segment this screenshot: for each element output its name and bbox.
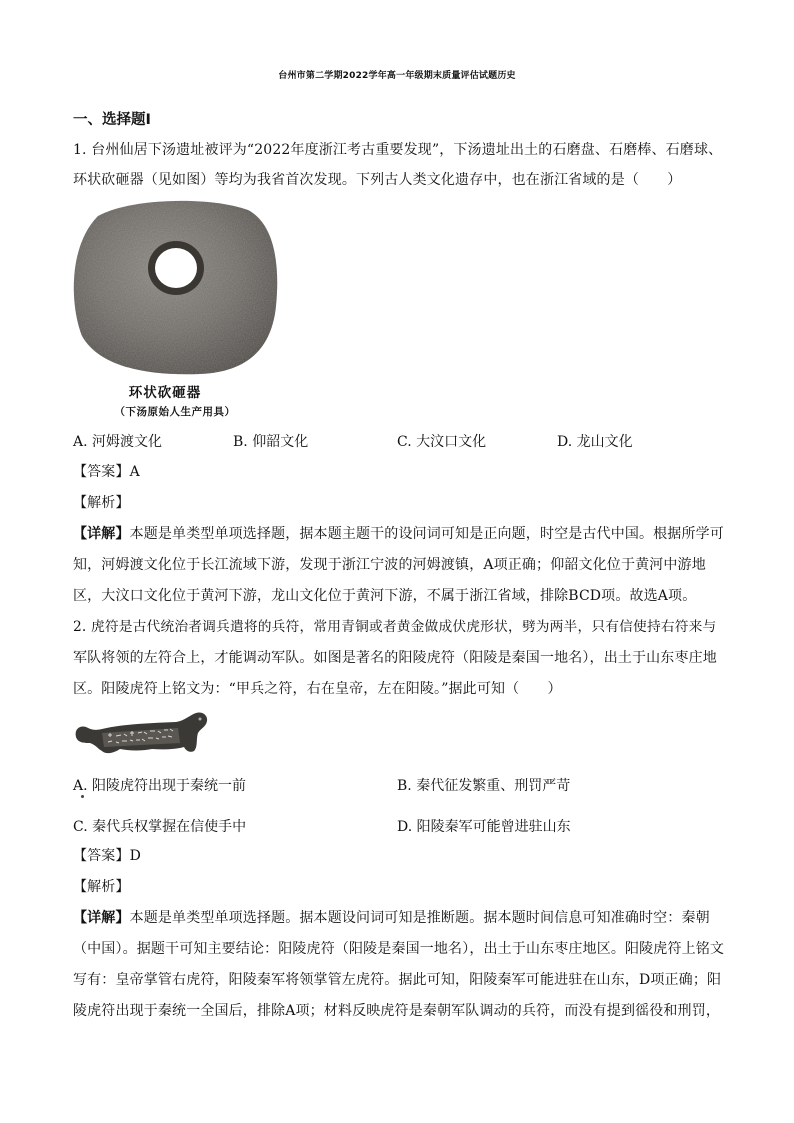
page-title: 台州市第二学期2022学年高一年级期末质量评估试题历史 — [278, 71, 516, 81]
q1-detail-line-1 — [73, 524, 723, 544]
q1-stem-line-2: 环状砍砸器（见如图）等均为我省首次发现。下列古人类文化遗存中，也在浙江省域的是（ ） — [73, 172, 682, 188]
q2-stem-line-1: 2. 虎符是古代统治者调兵遣将的兵符，常用青铜或者黄金做成伏虎形状，劈为两半，只有信使持右符来与 — [73, 619, 717, 635]
stone-ring-image — [70, 196, 282, 376]
q1-detail-line-2: 知，河姆渡文化位于长江流域下游，发现于浙江宁波的河姆渡镇，A项正确；仰韶文化位于黄河中游地 — [73, 557, 706, 573]
q1-answer: 【答案】A — [73, 464, 140, 480]
q2-stem-line-3: 区。阳陵虎符上铭文为：“甲兵之符，右在皇帝，左在阳陵。”据此可知（ ） — [73, 681, 562, 697]
section-heading: 一、选择题Ⅰ — [73, 112, 151, 128]
q2-answer: 【答案】D — [73, 848, 141, 864]
q2-option-a: A. 阳陵虎符出现于秦统一前 — [73, 778, 247, 794]
q1-detail-line-3: 区，大汶口文化位于黄河下游，龙山文化位于黄河下游，不属于浙江省域，排除BCD项。故选A项。 — [73, 588, 697, 604]
q2-stem-line-2: 军队将领的左符合上，才能调动军队。如图是著名的阳陵虎符（阳陵是秦国一地名），出土于山东枣庄地 — [73, 650, 717, 666]
tiger-tally-image — [72, 707, 212, 759]
q2-detail-line-2: （中国）。据题干可知主要结论：阳陵虎符（阳陵是秦国一地名），出土于山东枣庄地区。阳陵虎符上铭文 — [73, 941, 725, 957]
q2-detail-line-3: 写有：皇帝掌管右虎符，阳陵秦军将领掌管左虎符。据此可知，阳陵秦军可能进驻在山东，D项正确；阳 — [73, 972, 722, 988]
q1-option-d: D. 龙山文化 — [557, 434, 633, 450]
image-caption: 环状砍砸器 — [128, 385, 202, 401]
q2-option-d: D. 阳陵秦军可能曾进驻山东 — [397, 819, 571, 835]
q1-stem-line-1: 1. 台州仙居下汤遗址被评为“2022年度浙江考古重要发现”，下汤遗址出土的石磨盘、石磨棒、石磨球、 — [73, 142, 723, 158]
q2-analysis-label: 【解析】 — [73, 879, 130, 895]
q1-analysis-label: 【解析】 — [73, 495, 130, 511]
q2-detail-line-1 — [73, 908, 723, 928]
q1-detail-text-1: 本题是单类型单项选择题，据本题主题干的设问词可知是正向题，时空是古代中国。根据所学可 — [129, 526, 724, 542]
q2-detail-text-1: 本题是单类型单项选择题。据本题设问词可知是推断题。据本题时间信息可知准确时空：秦朝 — [129, 910, 710, 926]
q2-option-c: C. 秦代兵权掌握在信使手中 — [73, 819, 247, 835]
q1-option-a: A. 河姆渡文化 — [73, 434, 163, 450]
q1-option-b: B. 仰韶文化 — [233, 434, 309, 450]
q1-option-c: C. 大汶口文化 — [397, 434, 487, 450]
stray-dot — [81, 795, 84, 798]
q2-detail-line-4: 陵虎符出现于秦统一全国后，排除A项；材料反映虎符是秦朝军队调动的兵符，而没有提到徭役和刑罚， — [73, 1003, 721, 1019]
q2-option-b: B. 秦代征发繁重、刑罚严苛 — [397, 778, 571, 794]
detail-tag: 【详解】 — [73, 910, 130, 926]
detail-tag: 【详解】 — [73, 526, 130, 542]
image-subcaption: （下汤原始人生产用具） — [114, 406, 236, 418]
